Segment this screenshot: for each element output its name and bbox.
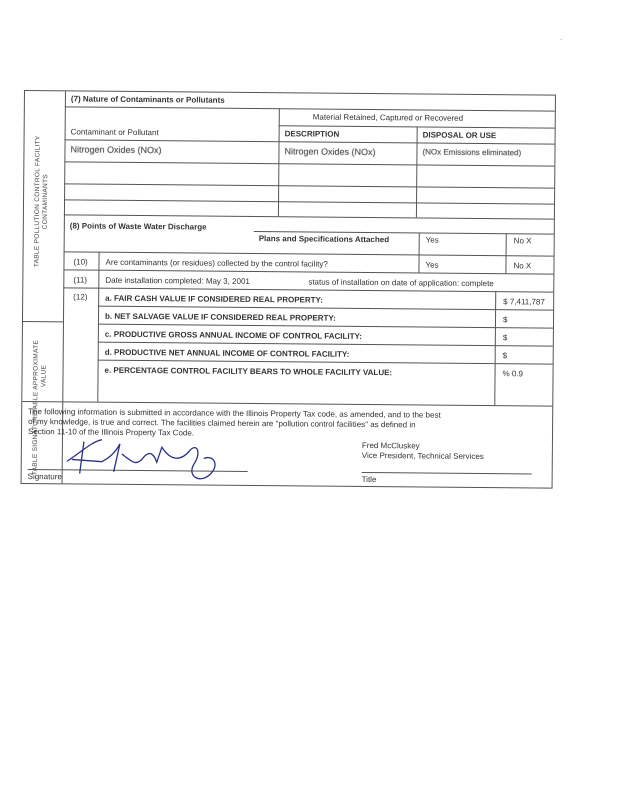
title-label: Title bbox=[361, 474, 377, 485]
row1-disposal: (NOx Emissions eliminated) bbox=[422, 147, 522, 158]
plans-label: Plans and Specifications Attached bbox=[258, 234, 390, 245]
side-divider bbox=[23, 321, 63, 322]
rule bbox=[98, 324, 553, 329]
column-divider bbox=[416, 126, 418, 217]
row12-number: (12) bbox=[73, 292, 88, 302]
signer-name: Fred McCluskey bbox=[361, 440, 420, 451]
value-item-d: d. PRODUCTIVE NET ANNUAL INCOME OF CONTROL FACILITY: bbox=[104, 347, 350, 359]
value-item-c: c. PRODUCTIVE GROSS ANNUAL INCOME OF CONTROL FACILITY: bbox=[104, 329, 362, 341]
row11-label: Date installation completed: May 3, 2001 bbox=[105, 275, 250, 286]
side-label-contaminants: TABLE POLLUTION CONTROL FACILITY CONTAMINANTS bbox=[33, 135, 50, 267]
value-item-e: e. PERCENTAGE CONTROL FACILITY BEARS TO WHOLE FACILITY VALUE: bbox=[104, 365, 393, 378]
row10-yes: Yes bbox=[425, 260, 439, 270]
col-description: DESCRIPTION bbox=[284, 129, 340, 139]
row1-contaminant: Nitrogen Oxides (NOx) bbox=[70, 144, 162, 156]
rule bbox=[64, 214, 554, 219]
section-7-title: (7) Nature of Contaminants or Pollutants bbox=[70, 94, 225, 105]
row10-label: Are contaminants (or residues) collected by the control facility? bbox=[105, 257, 328, 269]
rule bbox=[63, 287, 553, 292]
row10-number: (10) bbox=[73, 257, 88, 267]
section-8-title: (8) Points of Waste Water Discharge bbox=[69, 221, 207, 232]
signer-title: Vice President, Technical Services bbox=[361, 450, 484, 462]
signature-label: Signature bbox=[27, 472, 62, 482]
material-header: Material Retained, Captured or Recovered bbox=[312, 112, 464, 123]
rule bbox=[65, 106, 555, 111]
rule bbox=[64, 161, 554, 166]
row11-number: (11) bbox=[73, 275, 88, 285]
rule bbox=[64, 183, 554, 188]
column-divider bbox=[494, 291, 496, 405]
col-contaminant: Contaminant or Pollutant bbox=[70, 127, 159, 138]
value-item-a: a. FAIR CASH VALUE IF CONSIDERED REAL PROPERTY: bbox=[105, 293, 324, 305]
row11-status: status of installation on date of application: complete bbox=[308, 277, 494, 289]
col-disposal: DISPOSAL OR USE bbox=[422, 130, 497, 141]
side-divider bbox=[22, 401, 62, 402]
rule bbox=[62, 401, 552, 406]
scan-speck: . bbox=[560, 33, 563, 42]
column-divider bbox=[418, 232, 419, 272]
rule bbox=[64, 251, 554, 256]
column-divider bbox=[505, 233, 506, 273]
column-divider bbox=[278, 108, 280, 216]
rule bbox=[63, 269, 553, 274]
rule bbox=[64, 199, 554, 204]
certification-line-3: Section 11-10 of the Illinois Property Tax Code. bbox=[27, 427, 195, 438]
certification-line-1: The following information is submitted in accordance with the Illinois Property Tax code, as amended, and to the best bbox=[28, 407, 441, 420]
handwritten-signature bbox=[62, 431, 242, 488]
value-item-b: b. NET SALVAGE VALUE IF CONSIDERED REAL PROPERTY: bbox=[104, 311, 336, 323]
value-item-c-amount: $ bbox=[502, 333, 508, 343]
plans-no: No X bbox=[513, 236, 532, 246]
side-label-value: TABLE APPROXIMATE VALUE bbox=[32, 339, 48, 413]
value-item-a-amount: $ 7,411,787 bbox=[503, 297, 545, 307]
title-line bbox=[362, 472, 532, 474]
value-item-e-amount: % 0.9 bbox=[502, 369, 524, 379]
application-form bbox=[21, 90, 556, 489]
plans-yes: Yes bbox=[425, 235, 439, 245]
certification-line-2: of my knowledge, is true and correct. The facilities claimed herein are "pollution control facilities" as defined in bbox=[28, 417, 416, 430]
row10-no: No X bbox=[513, 261, 532, 271]
rule bbox=[65, 139, 555, 144]
rule bbox=[98, 306, 553, 311]
row1-description: Nitrogen Oxides (NOx) bbox=[284, 146, 376, 158]
rule bbox=[98, 342, 553, 347]
rule bbox=[98, 360, 553, 365]
side-label-signature: TABLE SIGNATURE bbox=[31, 411, 40, 476]
column-divider bbox=[97, 252, 99, 402]
value-item-d-amount: $ bbox=[502, 351, 508, 361]
value-item-b-amount: $ bbox=[502, 315, 508, 325]
